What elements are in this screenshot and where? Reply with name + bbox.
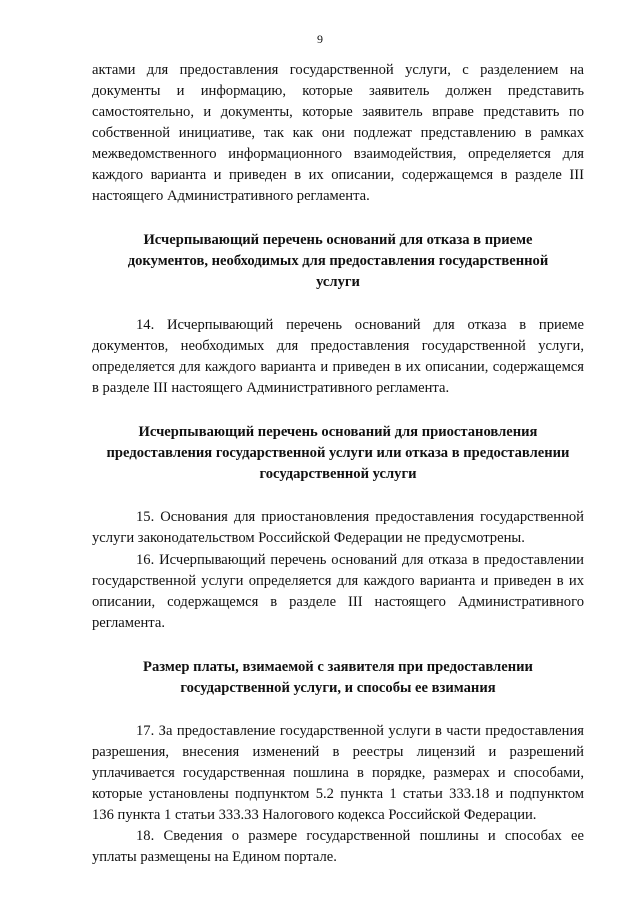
- paragraph-15: 15. Основания для приостановления предоставления государственной услуги законодательством Российской Федерации не предусмотрены.: [92, 509, 584, 546]
- section-heading-refusal-acceptance: Исчерпывающий перечень оснований для отказа в приеме документов, необходимых для предоставления государственной услуги: [127, 232, 549, 290]
- paragraph-18: 18. Сведения о размере государственной пошлины и способах ее уплаты размещены на Едином портале.: [92, 828, 584, 865]
- paragraph-16: 16. Исчерпывающий перечень оснований для отказа в предоставлении государственной услуги определяется для каждого варианта и приведен в их описании, содержащемся в разделе III настоящего Административного регламента.: [92, 552, 584, 631]
- document-body: [92, 60, 584, 868]
- page-number: 9: [317, 32, 323, 46]
- section-heading-suspension-refusal: Исчерпывающий перечень оснований для приостановления предоставления государственной услуги или отказа в предоставлении государственной услуги: [106, 424, 570, 482]
- intro-paragraph: актами для предоставления государственной услуги, с разделением на документы и информацию, которые заявитель должен представить самостоятельно, и документы, которые заявитель вправе представить по собственной инициативе, так как они подлежат представлению в рамках межведомственного информационного взаимодействия, определяется для каждого варианта и приведен в их описании, содержащемся в разделе III настоящего Административного регламента.: [92, 62, 584, 204]
- section-heading-fee: Размер платы, взимаемой с заявителя при предоставлении государственной услуги, и способы ее взимания: [143, 659, 533, 696]
- paragraph-17: 17. За предоставление государственной услуги в части предоставления разрешения, внесения изменений в реестры лицензий и разрешений уплачивается государственная пошлина в порядке, размерах и способами, которые установлены подпунктом 5.2 пункта 1 статьи 333.18 и подпунктом 136 пункта 1 статьи 333.33 Налогового кодекса Российской Федерации.: [92, 723, 584, 823]
- paragraph-14: 14. Исчерпывающий перечень оснований для отказа в приеме документов, необходимых для предоставления государственной услуги, определяется для каждого варианта и приведен в их описании, содержащемся в разделе III настоящего Административного регламента.: [92, 317, 584, 396]
